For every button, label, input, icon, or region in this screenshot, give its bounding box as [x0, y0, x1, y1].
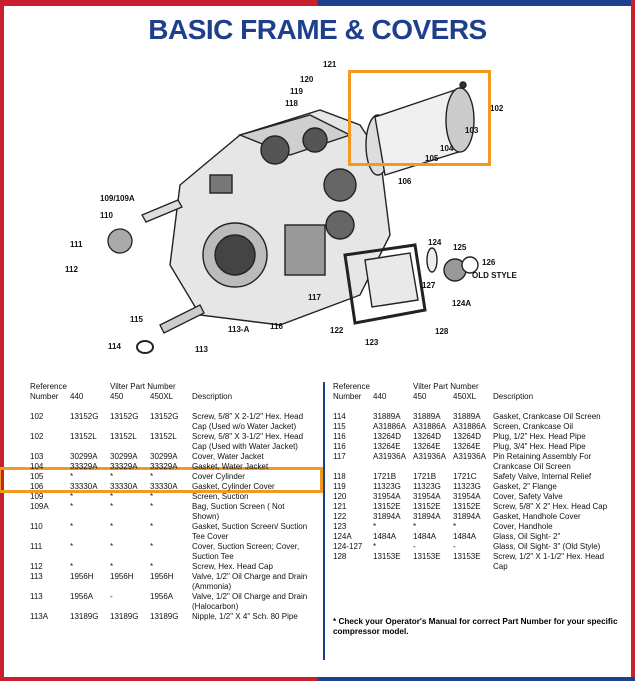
description: Screw, 5/8" X 2-1/2" Hex. Head: [192, 412, 304, 421]
table-row: [333, 562, 609, 572]
ref-number: [333, 562, 373, 572]
svg-text:109/109A: 109/109A: [100, 194, 135, 203]
description: Screw, Hex. Head Cap: [192, 562, 273, 571]
svg-text:112: 112: [65, 265, 78, 274]
part-440: 1956H: [70, 572, 94, 581]
table-row: [30, 472, 309, 482]
part-440: 13152E: [373, 502, 401, 511]
part-450xl: 1956A: [150, 592, 174, 601]
part-450xl: [453, 562, 493, 572]
part-450xl: 31954A: [453, 492, 481, 501]
table-row: [30, 602, 309, 612]
top-border: [0, 0, 635, 6]
left-border: [0, 0, 4, 681]
part-440: [373, 562, 413, 572]
col-450-header-right: 450: [413, 392, 427, 401]
svg-text:106: 106: [398, 177, 412, 186]
part-440: 1956A: [70, 592, 94, 601]
part-440: [70, 552, 110, 562]
part-450: 13153E: [413, 552, 441, 561]
part-450: *: [110, 502, 114, 511]
part-450: [110, 582, 150, 592]
part-450xl: [453, 462, 493, 472]
description: Tee Cover: [192, 532, 229, 541]
ref-number: 109A: [30, 502, 49, 511]
part-440: 1484A: [373, 532, 397, 541]
part-450xl: 13152L: [150, 432, 177, 441]
table-row: [333, 412, 609, 422]
part-440: 13264D: [373, 432, 402, 441]
part-440: *: [70, 562, 74, 571]
description: Shown): [192, 512, 220, 521]
description: Cap: [493, 562, 508, 571]
description: Suction Tee: [192, 552, 234, 561]
exploded-parts-diagram: [60, 55, 600, 375]
description-header-right: Description: [493, 392, 534, 401]
table-row: [30, 512, 309, 522]
part-450: 13264E: [413, 442, 441, 451]
svg-text:120: 120: [300, 75, 314, 84]
part-450: *: [110, 492, 114, 501]
part-450: *: [110, 472, 114, 481]
part-450: *: [110, 522, 114, 531]
ref-number: 103: [30, 452, 44, 461]
ref-number: 117: [333, 452, 346, 461]
part-440: *: [70, 522, 74, 531]
part-450xl: [150, 512, 192, 522]
part-440: [70, 422, 110, 432]
table-row: [30, 442, 309, 452]
ref-number: 113A: [30, 612, 49, 621]
description: (Ammonia): [192, 582, 232, 591]
part-450xl: 13189G: [150, 612, 179, 621]
svg-text:110: 110: [100, 211, 113, 220]
svg-text:124A: 124A: [452, 299, 472, 308]
ref-header: Reference: [30, 382, 67, 391]
part-450xl: *: [150, 562, 154, 571]
description: Bag, Suction Screen ( Not: [192, 502, 285, 511]
part-440: 30299A: [70, 452, 98, 461]
svg-text:117: 117: [308, 293, 321, 302]
part-450xl: -: [453, 542, 456, 551]
ref-number: [30, 512, 70, 522]
part-450: [110, 422, 150, 432]
description: Glass, Oil Sight- 3" (Old Style): [493, 542, 601, 551]
part-440: [373, 462, 413, 472]
svg-text:115: 115: [130, 315, 143, 324]
description: Gasket, Water Jacket: [192, 462, 269, 471]
part-450: 31894A: [413, 512, 441, 521]
svg-text:124: 124: [428, 238, 442, 247]
suction-screen: [108, 200, 182, 253]
description: Gasket, Handhole Cover: [493, 512, 581, 521]
part-450: 30299A: [110, 452, 138, 461]
ref-number: 111: [30, 542, 43, 551]
col-450-header: 450: [110, 392, 124, 401]
ref-number: 121: [333, 502, 347, 511]
table-row: [30, 502, 309, 512]
ref-number: 112: [30, 562, 43, 571]
part-440: [70, 532, 110, 542]
part-440: 11323G: [373, 482, 401, 491]
svg-text:113-A: 113-A: [228, 325, 250, 334]
part-450xl: [150, 582, 192, 592]
description: Gasket, Suction Screen/ Suction: [192, 522, 308, 531]
ref-number: 115: [333, 422, 346, 431]
ref-number: [30, 552, 70, 562]
description: Safety Valve, Internal Relief: [493, 472, 592, 481]
part-440: 31954A: [373, 492, 401, 501]
header-row-2-right: [333, 392, 609, 402]
part-450: 13189G: [110, 612, 139, 621]
ref-number: 123: [333, 522, 347, 531]
part-450xl: A31886A: [453, 422, 486, 431]
table-row: [30, 552, 309, 562]
table-row: [30, 412, 309, 422]
part-440: 33330A: [70, 482, 98, 491]
svg-text:128: 128: [435, 327, 449, 336]
part-450xl: [150, 422, 192, 432]
page-title: BASIC FRAME & COVERS: [148, 14, 487, 45]
table-row: [333, 422, 609, 432]
col-450xl-header: 450XL: [150, 392, 174, 401]
part-450xl: 13264E: [453, 442, 481, 451]
part-440: A31936A: [373, 452, 406, 461]
part-450: [413, 462, 453, 472]
part-450xl: 11323G: [453, 482, 481, 491]
part-450xl: 13264D: [453, 432, 482, 441]
part-450xl: A31936A: [453, 452, 486, 461]
svg-text:105: 105: [425, 154, 439, 163]
ref-header-right: Reference: [333, 382, 370, 391]
right-border: [631, 0, 635, 681]
part-450: [110, 512, 150, 522]
part-450xl: *: [150, 492, 154, 501]
part-450: 13152L: [110, 432, 137, 441]
part-440: 13264E: [373, 442, 401, 451]
table-row: [30, 572, 309, 582]
part-450: -: [413, 542, 416, 551]
table-row: [30, 582, 309, 592]
svg-text:102: 102: [490, 104, 504, 113]
description: Plug, 3/4" Hex. Head Pipe: [493, 442, 586, 451]
table-row: [333, 492, 609, 502]
part-450: [110, 532, 150, 542]
part-440: *: [70, 472, 74, 481]
table-row: [30, 542, 309, 552]
svg-text:116: 116: [270, 322, 283, 331]
svg-text:111: 111: [70, 240, 83, 249]
table-row: [30, 452, 309, 462]
part-450: 1721B: [413, 472, 437, 481]
table-row: [333, 522, 609, 532]
part-450xl: *: [150, 472, 154, 481]
description: Cover Cylinder: [192, 472, 245, 481]
part-450: 1956H: [110, 572, 134, 581]
svg-text:123: 123: [365, 338, 379, 347]
crankcase-oil-screen: [137, 305, 204, 353]
svg-text:103: 103: [465, 126, 479, 135]
col-440-header: 440: [70, 392, 84, 401]
column-divider: [323, 382, 325, 660]
number-header: Number: [30, 392, 59, 401]
part-450: 33330A: [110, 482, 138, 491]
description: Screw, 5/8" X 2" Hex. Head Cap: [493, 502, 608, 511]
svg-text:121: 121: [323, 60, 337, 69]
table-row: [333, 442, 609, 452]
part-450: [110, 552, 150, 562]
table-row: [333, 542, 609, 552]
part-450xl: 33330A: [150, 482, 178, 491]
part-440: *: [373, 542, 377, 551]
table-row: [333, 432, 609, 442]
description: Nipple, 1/2" X 4" Sch. 80 Pipe: [192, 612, 298, 621]
table-row: [333, 462, 609, 472]
ref-number: 106: [30, 482, 44, 491]
description: Screen, Suction: [192, 492, 249, 501]
part-450xl: 1484A: [453, 532, 477, 541]
bottom-border: [0, 677, 635, 681]
table-row: [333, 552, 609, 562]
part-450: 13152E: [413, 502, 441, 511]
ref-number: [30, 442, 70, 452]
part-440: A31886A: [373, 422, 406, 431]
right-parts-table: [333, 382, 609, 572]
part-450xl: 31889A: [453, 412, 481, 421]
ref-number: [30, 602, 70, 612]
svg-text:125: 125: [453, 243, 467, 252]
table-row: [30, 492, 309, 502]
ref-number: 118: [333, 472, 346, 481]
ref-number: 120: [333, 492, 347, 501]
footnote: * Check your Operator's Manual for correct Part Number for your specific compressor model.: [333, 617, 618, 636]
description: Cover, Handhole: [493, 522, 553, 531]
svg-text:114: 114: [108, 342, 121, 351]
table-row: [30, 612, 309, 622]
description: Cap (Used with Water Jacket): [192, 442, 298, 451]
part-450: 13152G: [110, 412, 139, 421]
part-450: *: [413, 522, 417, 531]
svg-text:OLD STYLE: OLD STYLE: [472, 271, 517, 280]
table-row: [30, 592, 309, 602]
description: Pin Retaining Assembly For: [493, 452, 592, 461]
ref-number: 124A: [333, 532, 352, 541]
description: Cap (Used w/o Water Jacket): [192, 422, 297, 431]
ref-number: [30, 532, 70, 542]
part-450xl: 13152E: [453, 502, 481, 511]
table-row: [30, 562, 309, 572]
table-row: [333, 482, 609, 492]
part-440: 13153E: [373, 552, 401, 561]
ref-number: 110: [30, 522, 43, 531]
ref-number: 113: [30, 572, 43, 581]
ref-number: 116: [333, 432, 346, 441]
part-450: 33329A: [110, 462, 138, 471]
part-450: 31889A: [413, 412, 441, 421]
description: Gasket, Crankcase Oil Screen: [493, 412, 601, 421]
part-440: 13152G: [70, 412, 99, 421]
svg-text:126: 126: [482, 258, 496, 267]
description: Gasket, 2" Flange: [493, 482, 557, 491]
description: Glass, Oil Sight- 2": [493, 532, 561, 541]
part-440: *: [373, 522, 377, 531]
svg-text:122: 122: [330, 326, 344, 335]
svg-text:118: 118: [285, 99, 298, 108]
ref-number: 124-127: [333, 542, 363, 551]
part-450: 11323G: [413, 482, 441, 491]
part-450: A31936A: [413, 452, 446, 461]
part-450: *: [110, 542, 114, 551]
part-450xl: 13153E: [453, 552, 481, 561]
description: (Halocarbon): [192, 602, 239, 611]
part-450xl: 33329A: [150, 462, 178, 471]
part-440: 31894A: [373, 512, 401, 521]
table-row: [30, 532, 309, 542]
ref-number: 109: [30, 492, 44, 501]
ref-number: 105: [30, 472, 44, 481]
ref-number: [30, 422, 70, 432]
part-450xl: [150, 442, 192, 452]
ref-number: 128: [333, 552, 347, 561]
part-450: [110, 602, 150, 612]
part-440: *: [70, 502, 74, 511]
ref-number: [333, 462, 373, 472]
table-row: [30, 482, 309, 492]
table-row: [333, 532, 609, 542]
col-440-header-right: 440: [373, 392, 387, 401]
part-450: 13264D: [413, 432, 442, 441]
part-450: -: [110, 592, 113, 601]
header-row-2: [30, 392, 309, 402]
description: Screw, 5/8" X 3-1/2" Hex. Head: [192, 432, 304, 441]
part-440: *: [70, 492, 74, 501]
ref-number: 104: [30, 462, 44, 471]
svg-text:113: 113: [195, 345, 208, 354]
part-450: *: [110, 562, 114, 571]
part-440: [70, 602, 110, 612]
description: Plug, 1/2" Hex. Head Pipe: [493, 432, 586, 441]
description-header: Description: [192, 392, 233, 401]
ref-number: 116: [333, 442, 346, 451]
table-row: [333, 452, 609, 462]
description: Gasket, Cylinder Cover: [192, 482, 275, 491]
part-450xl: 1956H: [150, 572, 174, 581]
table-row: [30, 522, 309, 532]
header-row-1-right: [333, 382, 609, 392]
ref-number: 119: [333, 482, 346, 491]
part-440: 31889A: [373, 412, 401, 421]
description: Valve, 1/2" Oil Charge and Drain: [192, 572, 308, 581]
part-440: [70, 512, 110, 522]
part-450: 31954A: [413, 492, 441, 501]
description: Screw, 1/2" X 1-1/2" Hex. Head: [493, 552, 605, 561]
svg-text:104: 104: [440, 144, 454, 153]
part-450xl: *: [150, 502, 154, 511]
svg-text:119: 119: [290, 87, 303, 96]
part-440: [70, 442, 110, 452]
part-440: *: [70, 542, 74, 551]
part-440: 33329A: [70, 462, 98, 471]
part-450xl: 30299A: [150, 452, 178, 461]
part-450xl: 31894A: [453, 512, 481, 521]
part-450: [110, 442, 150, 452]
ref-number: [30, 582, 70, 592]
part-450: [413, 562, 453, 572]
part-450xl: [150, 602, 192, 612]
ref-number: 102: [30, 432, 44, 441]
table-row: [333, 512, 609, 522]
ref-number: 102: [30, 412, 44, 421]
part-440: 13189G: [70, 612, 99, 621]
description: Cover, Suction Screen; Cover,: [192, 542, 300, 551]
part-450xl: 1721C: [453, 472, 477, 481]
part-450xl: [150, 552, 192, 562]
ref-number: 114: [333, 412, 346, 421]
table-row: [30, 462, 309, 472]
vilter-header: Vilter Part Number: [110, 382, 176, 391]
part-450xl: *: [150, 522, 154, 531]
part-450xl: *: [150, 542, 154, 551]
table-row: [333, 502, 609, 512]
description: Cover, Water Jacket: [192, 452, 264, 461]
left-parts-table: [30, 382, 309, 622]
part-450xl: 13152G: [150, 412, 179, 421]
part-440: [70, 582, 110, 592]
part-450xl: *: [453, 522, 457, 531]
diagram-highlight-box: [348, 70, 491, 166]
oil-sight-glass: [427, 248, 478, 281]
part-450xl: [150, 532, 192, 542]
header-row-1: [30, 382, 309, 392]
svg-text:127: 127: [422, 281, 436, 290]
number-header-right: Number: [333, 392, 362, 401]
description: Crankcase Oil Screen: [493, 462, 571, 471]
table-row: [30, 422, 309, 432]
description: Cover, Safety Valve: [493, 492, 563, 501]
description: Valve, 1/2" Oil Charge and Drain: [192, 592, 308, 601]
table-row: [30, 432, 309, 442]
part-440: 13152L: [70, 432, 97, 441]
table-row: [333, 472, 609, 482]
part-450: 1484A: [413, 532, 437, 541]
col-450xl-header-right: 450XL: [453, 392, 477, 401]
part-440: 1721B: [373, 472, 397, 481]
description: Screen, Crankcase Oil: [493, 422, 574, 431]
ref-number: 113: [30, 592, 43, 601]
ref-number: 122: [333, 512, 347, 521]
vilter-header-right: Vilter Part Number: [413, 382, 479, 391]
part-450: A31886A: [413, 422, 446, 431]
